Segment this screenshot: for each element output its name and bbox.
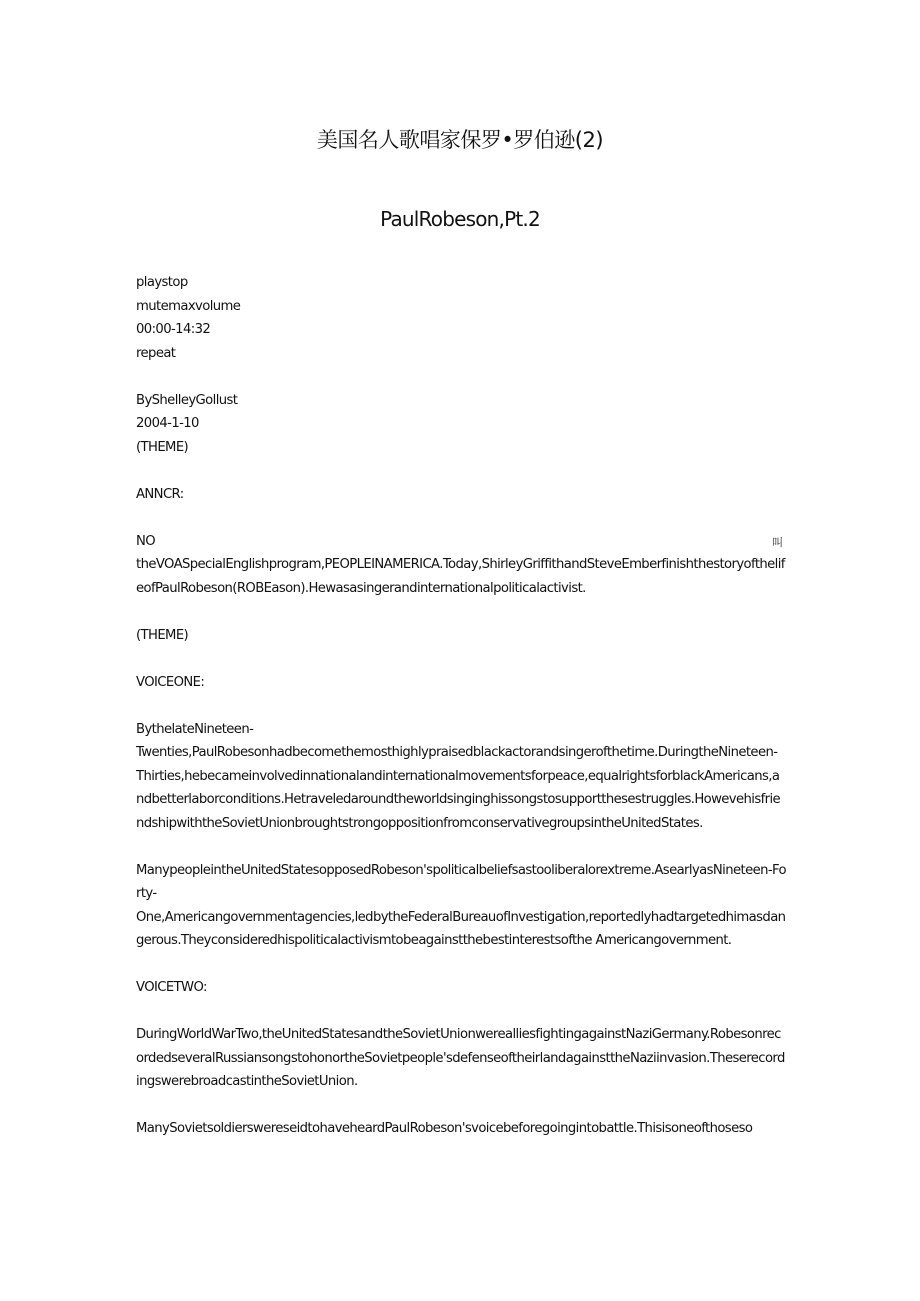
paragraph-3-line-1: ManypeopleintheUnitedStatesopposedRobeson'spoliticalbeliefsastooliberalorextreme.AsearlyasNineteen-Forty- <box>136 862 786 901</box>
player-repeat[interactable]: repeat <box>136 345 176 361</box>
paragraph-4: DuringWorldWarTwo,theUnitedStatesandtheSovietUnionwerealliesfightingagainstNaziGermany.RobesonrecordedseveralRussiansongstohonortheSovietpeople'sdefenseoftheirlandagainsttheNaziinvasion.TheserecordingswerebroadcastintheSovietUnion. <box>136 1027 785 1089</box>
theme-cue-1: (THEME) <box>136 439 189 455</box>
page-title-chinese: 美国名人歌唱家保罗•罗伯逊(2) <box>316 128 604 152</box>
speaker-voice-two: VOICETWO: <box>136 980 207 995</box>
speaker-voice-one: VOICEONE: <box>136 674 205 690</box>
theme-cue-2: (THEME) <box>136 627 189 643</box>
paragraph-2-line-3: Thirties,hebecameinvolvedinnationalandinternationalmovementsforpeace,equalrightsforblackAmericans,andbetterlaborconditions.Hetraveledaroundtheworldsinginghissongstosupportthesestruggles.HowevehisfriendshipwiththeSovietUnionbroughtstrongoppositionfromconservativegroupsintheUnitedStates. <box>136 768 781 831</box>
player-time: 00:00-14:32 <box>136 322 211 337</box>
paragraph-intro: theVOASpecialEnglishprogram,PEOPLEINAMERICA.Today,ShirleyGriffithandSteveEmberfinishthestoryofthelifeofPaulRobeson(ROBEason).Hewasasingerandinternationalpoliticalactivist. <box>136 557 785 596</box>
page-title-english: PaulRobeson,Pt.2 <box>380 207 540 231</box>
paragraph-2-line-1: BythelateNineteen- <box>136 721 254 737</box>
player-controls-play-stop[interactable]: playstop <box>136 275 188 290</box>
margin-glyph: 叫 <box>772 536 783 549</box>
player-controls-volume[interactable]: mutemaxvolume <box>136 298 241 314</box>
date: 2004-1-10 <box>136 416 199 431</box>
speaker-anncr: ANNCR: <box>136 486 184 502</box>
byline: ByShelleyGollust <box>136 392 238 408</box>
document-body <box>136 271 786 1141</box>
no-line: NO <box>136 533 156 549</box>
paragraph-2-line-2: Twenties,PaulRobesonhadbecomethemosthighlypraisedblackactorandsingerofthetime.DuringtheNineteen- <box>136 745 778 760</box>
paragraph-5: ManySovietsoldierswereseidtohaveheardPaulRobeson'svoicebeforegoingintobattle.Thisisoneofthoseso <box>136 1121 753 1136</box>
paragraph-3-line-2: One,Americangovernmentagencies,ledbytheFederalBureauofInvestigation,reportedlyhadtargetedhimasdangerous.Theyconsideredhispoliticalactivismtobeagainstthebestinterestsofthe Americangovernment. <box>136 909 786 948</box>
